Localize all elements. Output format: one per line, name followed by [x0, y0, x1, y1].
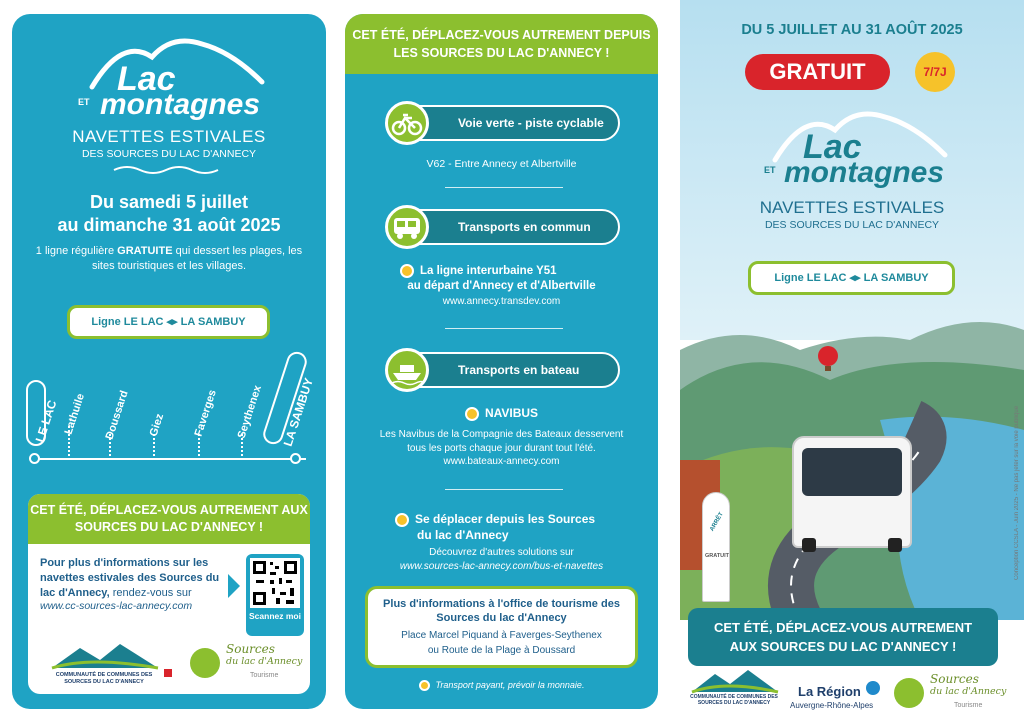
- cover-dates: DU 5 JUILLET AU 31 AOÛT 2025: [741, 22, 963, 38]
- middle-header: CET ÉTÉ, DÉPLACEZ-VOUS AUTREMENT DEPUIS LES SOURCES DU LAC D'ANNECY !: [345, 14, 658, 74]
- transdev-link[interactable]: www.annecy.transdev.com: [442, 296, 561, 307]
- cc-logo-text: COMMUNAUTÉ DE COMMUNES DES SOURCES DU LAC D'ANNECY: [55, 672, 153, 685]
- coin-icon: [465, 407, 479, 421]
- cover-brand-montagnes: montagnes: [784, 156, 945, 189]
- region-logo-2: Auvergne-Rhône-Alpes: [790, 701, 874, 710]
- stop-doussard: Doussard: [103, 389, 131, 441]
- days-badge: 7/7J: [915, 52, 955, 92]
- footnote: Transport payant, prévoir la monnaie.: [345, 680, 658, 691]
- cover-line-badge: Ligne LE LAC ◂▸ LA SAMBUY: [748, 261, 955, 295]
- stop-tick: [153, 434, 155, 456]
- bidirectional-arrow-icon: ◂▸: [166, 316, 178, 328]
- cover-brand-lac: Lac: [803, 128, 862, 166]
- qr-code-icon[interactable]: [250, 558, 300, 608]
- coin-icon: [400, 264, 414, 278]
- mode-bus-title: Transports en commun: [400, 209, 620, 245]
- service-description: 1 ligne régulière GRATUITE qui dessert les plages, les sites touristiques et les villages.: [35, 245, 303, 272]
- dates-line-1: Du samedi 5 juillet: [89, 192, 249, 212]
- office-title: Plus d'informations à l'office de tourisme des Sources du lac d'Annecy: [383, 598, 620, 624]
- sources-logo-icon: [190, 648, 220, 678]
- other-title-1: Se déplacer depuis les Sources: [395, 512, 595, 527]
- cover-cc-logo-text: COMMUNAUTÉ DE COMMUNES DES SOURCES DU LAC D'ANNECY: [690, 694, 778, 706]
- region-logo-1: La Région: [798, 684, 861, 699]
- bus-icon-circle: [385, 205, 429, 249]
- shuttle-bus-icon: [792, 436, 912, 548]
- bicycle-icon: [388, 104, 426, 142]
- separator: [445, 328, 563, 329]
- cover-brand-sources: DES SOURCES DU LAC D'ANNECY: [764, 219, 940, 231]
- separator: [445, 187, 563, 188]
- coin-icon: [419, 680, 430, 691]
- mode-bus-line1: La ligne interurbaine Y51: [400, 264, 557, 278]
- info-banner: CET ÉTÉ, DÉPLACEZ-VOUS AUTREMENT AUX SOURCES DU LAC D'ANNECY !: [28, 494, 310, 544]
- flag-arret: ARRÊT: [709, 511, 725, 533]
- bus-wheel: [888, 538, 902, 552]
- stop-la-sambuy: LA SAMBUY: [280, 376, 316, 448]
- stop-seythenex: Seythenex: [235, 383, 265, 440]
- mode-bike-text: V62 - Entre Annecy et Albertville: [426, 158, 577, 170]
- other-text: Découvrez d'autres solutions sur: [429, 547, 574, 558]
- brand-sources: DES SOURCES DU LAC D'ANNECY: [81, 148, 257, 160]
- cc-mountain-logo-icon: [50, 642, 160, 670]
- cover-sources-logo-2: du lac d'Annecy: [930, 686, 1007, 697]
- cover-sources-logo-1: Sources: [930, 672, 979, 686]
- bike-icon-circle: [385, 101, 429, 145]
- brand-et: ET: [78, 97, 90, 107]
- brand-lac: Lac: [117, 60, 176, 98]
- route-line: [34, 458, 306, 460]
- mountain-logo-icon: [82, 32, 272, 92]
- cover-sources-logo-3: Tourisme: [954, 702, 983, 709]
- credit-text: Conception CCSLA - Juin 2025 - Ne pas jeter sur la voie publique: [1014, 405, 1020, 580]
- bus-stop-flag: [702, 492, 730, 602]
- boat-icon: [388, 351, 426, 389]
- cover-banner: CET ÉTÉ, DÉPLACEZ-VOUS AUTREMENT AUX SOURCES DU LAC D'ANNECY !: [688, 608, 998, 666]
- brand-navettes: NAVETTES ESTIVALES: [72, 127, 266, 146]
- stop-le-lac: LE LAC: [32, 398, 60, 444]
- stop-giez: Giez: [147, 412, 167, 438]
- info-text: Pour plus d'informations sur les navettes estivales des Sources du lac d'Annecy, rendez-vous sur: [40, 557, 220, 599]
- middle-panel: [345, 14, 658, 709]
- dates-line-2: au dimanche 31 août 2025: [57, 215, 281, 235]
- sources-logo-2: du lac d'Annecy: [226, 656, 303, 667]
- route-start-dot: [29, 453, 40, 464]
- flag-icon: [164, 669, 172, 677]
- bus-windshield: [802, 448, 902, 496]
- office-card: [365, 586, 638, 668]
- office-addr-2: ou Route de la Plage à Doussard: [427, 645, 576, 656]
- region-logo-icon: [866, 681, 880, 695]
- bidirectional-arrow-icon: ◂▸: [849, 272, 861, 284]
- office-addr-1: Place Marcel Piquand à Faverges-Seythenex: [401, 630, 602, 641]
- mode-boat-title: Transports en bateau: [400, 352, 620, 388]
- cover-brand-et: ET: [764, 165, 776, 175]
- cover-panel: [680, 0, 1024, 723]
- gratuit-badge: GRATUIT: [745, 54, 890, 90]
- qr-block: [246, 554, 304, 636]
- stop-lathuile: Lathuile: [62, 392, 88, 436]
- mode-bike-title: Voie verte - piste cyclable: [400, 105, 620, 141]
- info-card: [28, 494, 310, 694]
- cc-mountain-logo-icon: [690, 668, 780, 694]
- mode-bus-line2: au départ d'Annecy et d'Albertville: [407, 280, 596, 292]
- stop-faverges: Faverges: [192, 388, 219, 438]
- flag-gratuit: GRATUIT: [704, 553, 730, 559]
- route-end-dot: [290, 453, 301, 464]
- stop-tick: [198, 434, 200, 456]
- navibus-text: Les Navibus de la Compagnie des Bateaux desservent tous les ports chaque jour durant tout l'été.: [379, 429, 624, 454]
- separator: [445, 489, 563, 490]
- brand-montagnes: montagnes: [100, 88, 261, 121]
- sources-link[interactable]: www.sources-lac-annecy.com/bus-et-navettes: [399, 561, 604, 572]
- cover-brand-navettes: NAVETTES ESTIVALES: [759, 198, 945, 217]
- arrow-right-icon: [228, 574, 240, 598]
- coin-icon: [395, 513, 409, 527]
- bus-wheel: [802, 538, 816, 552]
- navibus-title: NAVIBUS: [345, 406, 658, 421]
- boat-icon-circle: [385, 348, 429, 392]
- sources-logo-1: Sources: [226, 642, 275, 656]
- other-title-2: du lac d'Annecy: [417, 528, 509, 542]
- wave-icon: [112, 164, 222, 176]
- sources-logo-icon: [894, 678, 924, 708]
- scan-label: Scannez moi: [249, 611, 301, 621]
- line-badge: Ligne LE LAC ◂▸ LA SAMBUY: [67, 305, 270, 339]
- bateaux-link[interactable]: www.bateaux-annecy.com: [443, 456, 560, 467]
- bus-icon: [388, 208, 426, 246]
- left-panel: [12, 14, 326, 709]
- sources-logo-3: Tourisme: [250, 672, 279, 679]
- info-url-link[interactable]: www.cc-sources-lac-annecy.com: [40, 600, 193, 612]
